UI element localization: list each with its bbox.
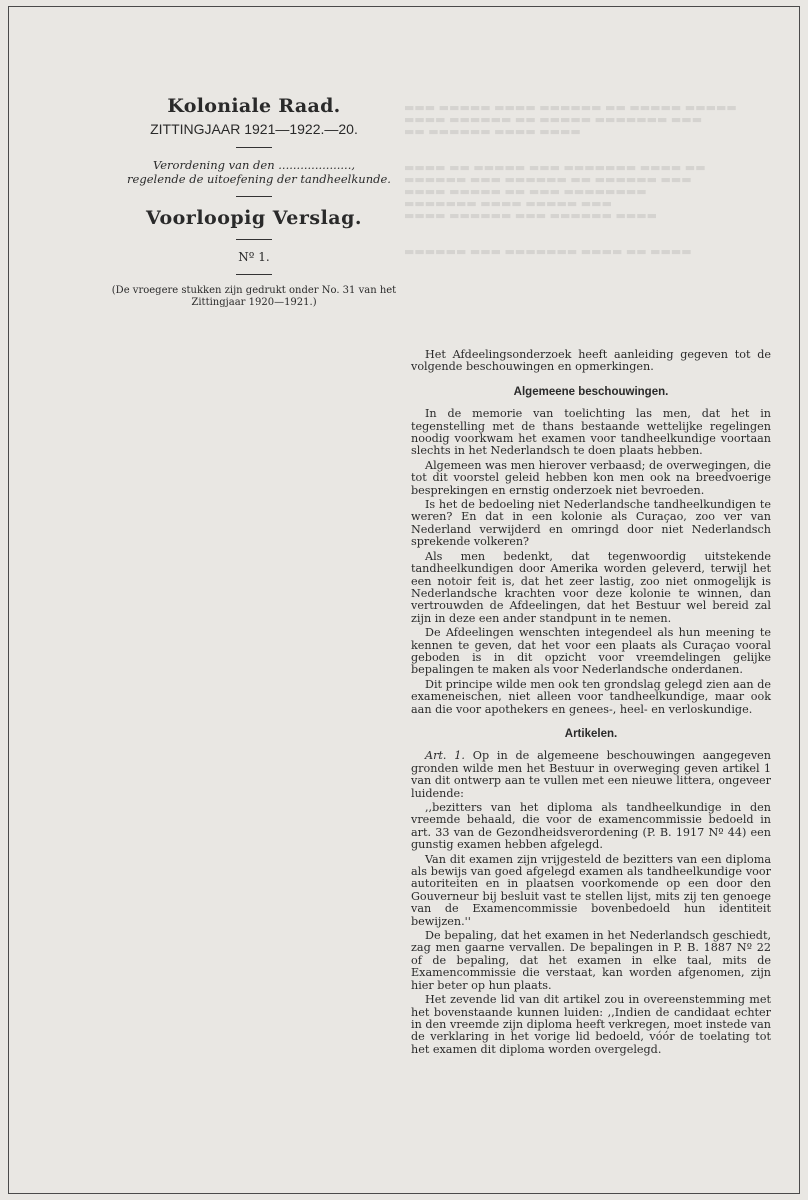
article-label: Art. 1. bbox=[425, 749, 465, 763]
paragraph: Het zevende lid van dit artikel zou in overeenstemming met het bovenstaande kunnen luiden: ,,Indien de candidaat echter in den vreemde zijn diploma heeft verkregen, moet instede van de verklaring in het vorige lid bedoeld, vóór de toelating tot het examen dit diploma worden overgelegd. bbox=[411, 993, 771, 1056]
article-text: Op in de algemeene beschouwingen aangegeven gronden wilde men het Bestuur in overweging geven artikel 1 van dit ontwerp aan te vullen met een nieuwe littera, ongeveer luidende: bbox=[411, 749, 771, 800]
section-heading-general: Algemeene beschouwingen. bbox=[513, 385, 669, 398]
paragraph: De bepaling, dat het examen in het Nederlandsch geschiedt, zag men gaarne vervallen. De bepalingen in P. B. 1887 Nº 22 of de bepaling, dat het examen in elke taal, mits de Examencommissie die verstaat, kan worden afgenomen, zijn hier beter op hun plaats. bbox=[411, 929, 771, 992]
ordinance-line-2: regelende de uitoefening der tandheelkunde. bbox=[127, 172, 391, 186]
divider bbox=[236, 147, 272, 148]
paragraph: Dit principe wilde men ook ten grondslag gelegd zien aan de exameneischen, niet alleen voor tandheelkundige, maar ook aan die voor apothekers en genees-, heel- en verloskundige. bbox=[411, 677, 771, 716]
title-block bbox=[109, 95, 399, 309]
paragraph: Als men bedenkt, dat tegenwoordig uitstekende tandheelkundigen door Amerika worden geleverd, terwijl het een notoir feit is, dat het zeer lastig, zoo niet onmogelijk is Nederlandsche krachten voor deze kolonie te winnen, dan vertrouwden de Afdeelingen, dat het Bestuur wel bereid zal zijn in deze een ander standpunt in te nemen. bbox=[411, 549, 771, 625]
paragraph: Van dit examen zijn vrijgesteld de bezitters van een diploma als bewijs van goed afgelegd examen als tandheelkundige voor autoriteiten en in plaatsen voorkomende op een door den Gouverneur bij besluit vast te stellen lijst, mits zij ten genoege van de Examencommissie bovenbedoeld hun identiteit bewijzen.'' bbox=[411, 852, 771, 928]
report-number: Nº 1. bbox=[238, 250, 270, 264]
paragraph: Is het de bedoeling niet Nederlandsche tandheelkundigen te weren? En dat in een kolonie als Curaçao, zoo ver van Nederland verwijderd en omringd door niet Nederlandsch sprekende volkeren? bbox=[411, 498, 771, 549]
council-title: Koloniale Raad. bbox=[167, 95, 341, 117]
intro-paragraph: Het Afdeelingsonderzoek heeft aanleiding gegeven tot de volgende beschouwingen en opmerkingen. bbox=[411, 348, 771, 374]
ordinance-title bbox=[109, 158, 399, 186]
paragraph: Algemeen was men hierover verbaasd; de overwegingen, die tot dit voorstel geleid hebben kon men ook na breedvoerige besprekingen en ernstig onderzoek niet bevroeden. bbox=[411, 458, 771, 497]
section-heading-articles: Artikelen. bbox=[564, 727, 618, 740]
report-title: Voorloopig Verslag. bbox=[145, 207, 363, 229]
paragraph: In de memorie van toelichting las men, dat het in tegenstelling met de thans bestaande wettelijke regelingen noodig voorkwam het examen voor tandheelkundige voortaan slechts in het Nederlandsch te doen plaats hebben. bbox=[411, 407, 771, 458]
report-body bbox=[411, 349, 771, 1058]
paragraph: ,,bezitters van het diploma als tandheelkundige in den vreemde behaald, die voor de examencommissie bedoeld in art. 33 van de Gezondheidsverordening (P. B. 1917 Nº 44) een gunstig examen hebben afgelegd. bbox=[411, 801, 771, 852]
divider bbox=[236, 196, 272, 197]
divider bbox=[236, 239, 272, 240]
session-year: ZITTINGJAAR 1921—1922.—20. bbox=[150, 121, 358, 137]
ordinance-line-1: Verordening van den ...................., bbox=[152, 158, 356, 172]
divider bbox=[236, 274, 272, 275]
reference-note: (De vroegere stukken zijn gedrukt onder No. 31 van het Zittingjaar 1920—1921.) bbox=[111, 285, 397, 308]
article-paragraph bbox=[411, 750, 771, 800]
paragraph: De Afdeelingen wenschten integendeel als hun meening te kennen te geven, dat het voor een plaats als Curaçao vooral geboden is in dit opzicht voor vreemdelingen gelijke bepalingen te maken als voor Nederlandsche onderdanen. bbox=[411, 626, 771, 677]
bleed-through-text: ▬▬▬ ▬▬▬▬▬ ▬▬▬▬ ▬▬▬▬▬▬ ▬▬ ▬▬▬▬▬ ▬▬▬▬▬ ▬▬▬▬ ▬▬▬▬▬▬ ▬▬ ▬▬▬▬▬ ▬▬▬▬▬▬▬ ▬▬▬ ▬▬ ▬▬▬▬▬▬ ▬▬▬▬ ▬▬▬▬ ▬▬▬▬ ▬▬ ▬▬▬▬▬ ▬▬▬ ▬▬▬▬▬▬▬ ▬▬▬▬ ▬▬ ▬▬▬▬▬▬ ▬▬▬ ▬▬▬▬▬▬ ▬▬ ▬▬▬▬▬▬ ▬▬▬ ▬▬▬▬ ▬▬▬▬▬ ▬▬ ▬▬▬ ▬▬▬▬▬▬▬▬ ▬▬▬▬▬▬▬ ▬▬▬▬ ▬▬▬▬▬ ▬▬▬ ▬▬▬▬ ▬▬▬▬▬▬ ▬▬▬ ▬▬▬▬▬▬ ▬▬▬▬ ▬▬▬▬▬▬ ▬▬▬ ▬▬▬▬▬▬▬ ▬▬▬▬ ▬▬ ▬▬▬▬ bbox=[404, 102, 737, 258]
document-page bbox=[8, 6, 800, 1194]
